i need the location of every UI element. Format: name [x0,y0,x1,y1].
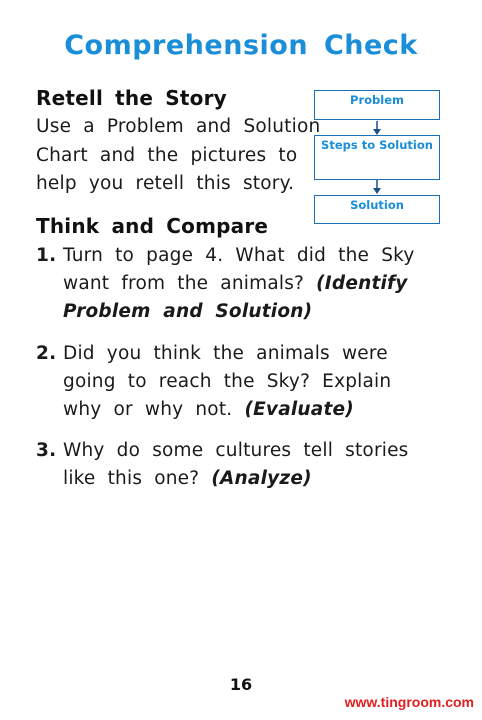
question-text: Did you think the animals were going to reach the Sky? Explain why or why not. [63,343,392,420]
chart-box-steps: Steps to Solution [314,135,440,180]
question-item [36,437,416,493]
retell-heading: Retell the Story [36,86,227,110]
question-skill: (Evaluate) [244,399,354,420]
question-text: Why do some cultures tell stories like this one? [63,440,409,489]
question-item [36,242,416,326]
chart-box-solution: Solution [314,195,440,224]
watermark-link[interactable]: www.tingroom.com [344,694,474,710]
arrow-down-icon [371,121,383,135]
page-number: 16 [229,675,253,694]
question-skill: (Analyze) [211,468,312,489]
question-number: 2. [36,343,57,364]
arrow-down-icon [371,180,383,194]
retell-line-3: help you retell this story. [36,173,295,194]
chart-box-problem: Problem [314,90,440,120]
think-heading: Think and Compare [36,214,269,238]
question-item [36,340,416,424]
page-title: Comprehension Check [64,30,418,61]
question-text: Turn to page 4. What did the Sky want from the animals? [63,245,415,294]
retell-line-2: Chart and the pictures to [36,145,298,166]
question-number: 1. [36,245,57,266]
question-skill: (Identify Problem and Solution) [63,273,408,322]
retell-line-1: Use a Problem and Solution [36,116,321,137]
question-number: 3. [36,440,57,461]
